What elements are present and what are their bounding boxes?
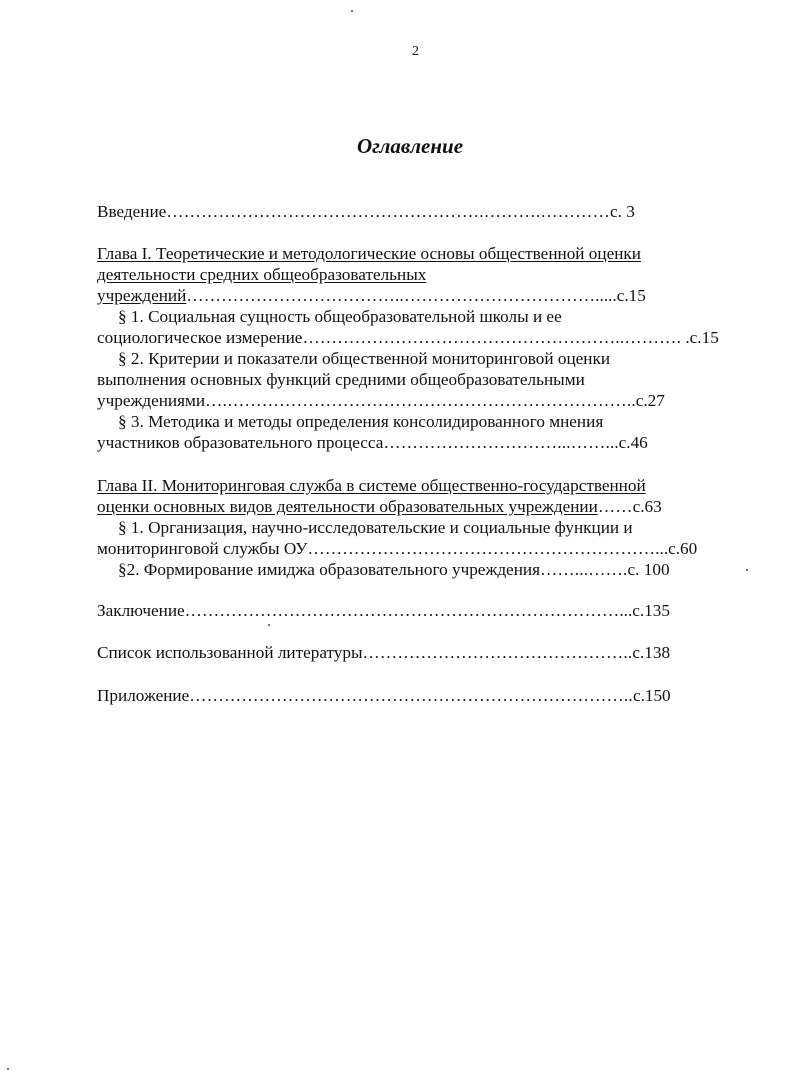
- entry-title: социологическое измерение: [97, 328, 303, 347]
- leader-dots: …………………………...…….: [383, 433, 611, 452]
- entry-title: мониторинговой службы ОУ: [97, 539, 308, 558]
- entry-title: Список использованной литературы: [97, 643, 363, 662]
- section-1-1-line-2: [97, 328, 719, 348]
- page-ref: ...с.60: [655, 539, 698, 558]
- page-ref: .с.27: [631, 391, 665, 410]
- leader-dots: …………………………………………………………………: [184, 601, 620, 620]
- entry-title: учреждениями: [97, 391, 206, 410]
- toc-entry-intro: [97, 202, 635, 222]
- toc-title: Оглавление: [356, 134, 464, 158]
- leader-dots: ….…………………………………………………………….: [205, 391, 632, 410]
- scan-speck: [351, 10, 353, 12]
- page-ref: с. 3: [609, 202, 635, 221]
- leader-dots: ……………………………………………………: [307, 539, 656, 558]
- entry-title: оценки основных видов деятельности образовательных учреждении: [97, 497, 598, 516]
- section-1-2-line-2: выполнения основных функций средними общеобразовательными: [97, 370, 585, 389]
- chapter-2-title-line-1: Глава II. Мониторинговая служба в системе общественно-государственной: [97, 476, 646, 495]
- section-1-2-line-1: § 2. Критерии и показатели общественной мониторинговой оценки: [118, 349, 611, 368]
- toc-entry-appendix: [97, 686, 671, 706]
- page-ref: с.150: [632, 686, 671, 705]
- section-2-1-line-1: § 1. Организация, научно-исследовательские и социальные функции и: [118, 518, 633, 537]
- scan-speck: [268, 624, 270, 626]
- page-ref: .с.15: [681, 328, 719, 347]
- entry-title: §2. Формирование имиджа образовательного учреждения: [118, 560, 540, 579]
- leader-dots: ………………………………………………..……….: [302, 328, 682, 347]
- entry-title: участников образовательного процесса: [97, 433, 384, 452]
- toc-entry-references: [97, 643, 670, 663]
- page-ref: ...с.135: [619, 601, 670, 620]
- section-1-1-line-1: § 1. Социальная сущность общеобразовательной школы и ее: [118, 307, 562, 326]
- entry-title: учреждений: [97, 286, 187, 305]
- page-number: 2: [412, 44, 419, 59]
- page-ref: с.138: [632, 643, 671, 662]
- toc-entry-conclusion: [97, 601, 670, 621]
- leader-dots: ………………………………………..: [362, 643, 633, 662]
- page-ref: ..с.46: [610, 433, 648, 452]
- leader-dots: ………………………………..……………………………: [186, 286, 596, 305]
- scan-speck: [7, 1068, 9, 1070]
- chapter-1-title-line-1: Глава I. Теоретические и методологические основы общественной оценки: [97, 244, 641, 263]
- entry-title: Приложение: [97, 686, 190, 705]
- section-2-1-line-2: [97, 539, 697, 559]
- section-1-2-line-3: [97, 391, 665, 411]
- chapter-1-title-line-2: деятельности средних общеобразовательных: [97, 265, 427, 284]
- section-2-2: [118, 560, 670, 580]
- entry-title: Заключение: [97, 601, 185, 620]
- section-1-3-line-1: § 3. Методика и методы определения консолидированного мнения: [118, 412, 604, 431]
- entry-title: Введение: [97, 202, 167, 221]
- section-1-3-line-2: [97, 433, 648, 453]
- page-ref: с. 100: [627, 560, 670, 579]
- leader-dots: …………………………………………………………………..: [189, 686, 633, 705]
- leader-dots: ……: [597, 497, 633, 516]
- page-ref: с.63: [632, 497, 662, 516]
- scan-speck: [746, 569, 748, 571]
- chapter-1-title-line-3: [97, 286, 646, 306]
- leader-dots: ……...…….: [540, 560, 628, 579]
- page-ref: .....с.15: [595, 286, 646, 305]
- chapter-2-title-line-2: [97, 497, 662, 517]
- leader-dots: ……………………………………………….……….…………: [166, 202, 610, 221]
